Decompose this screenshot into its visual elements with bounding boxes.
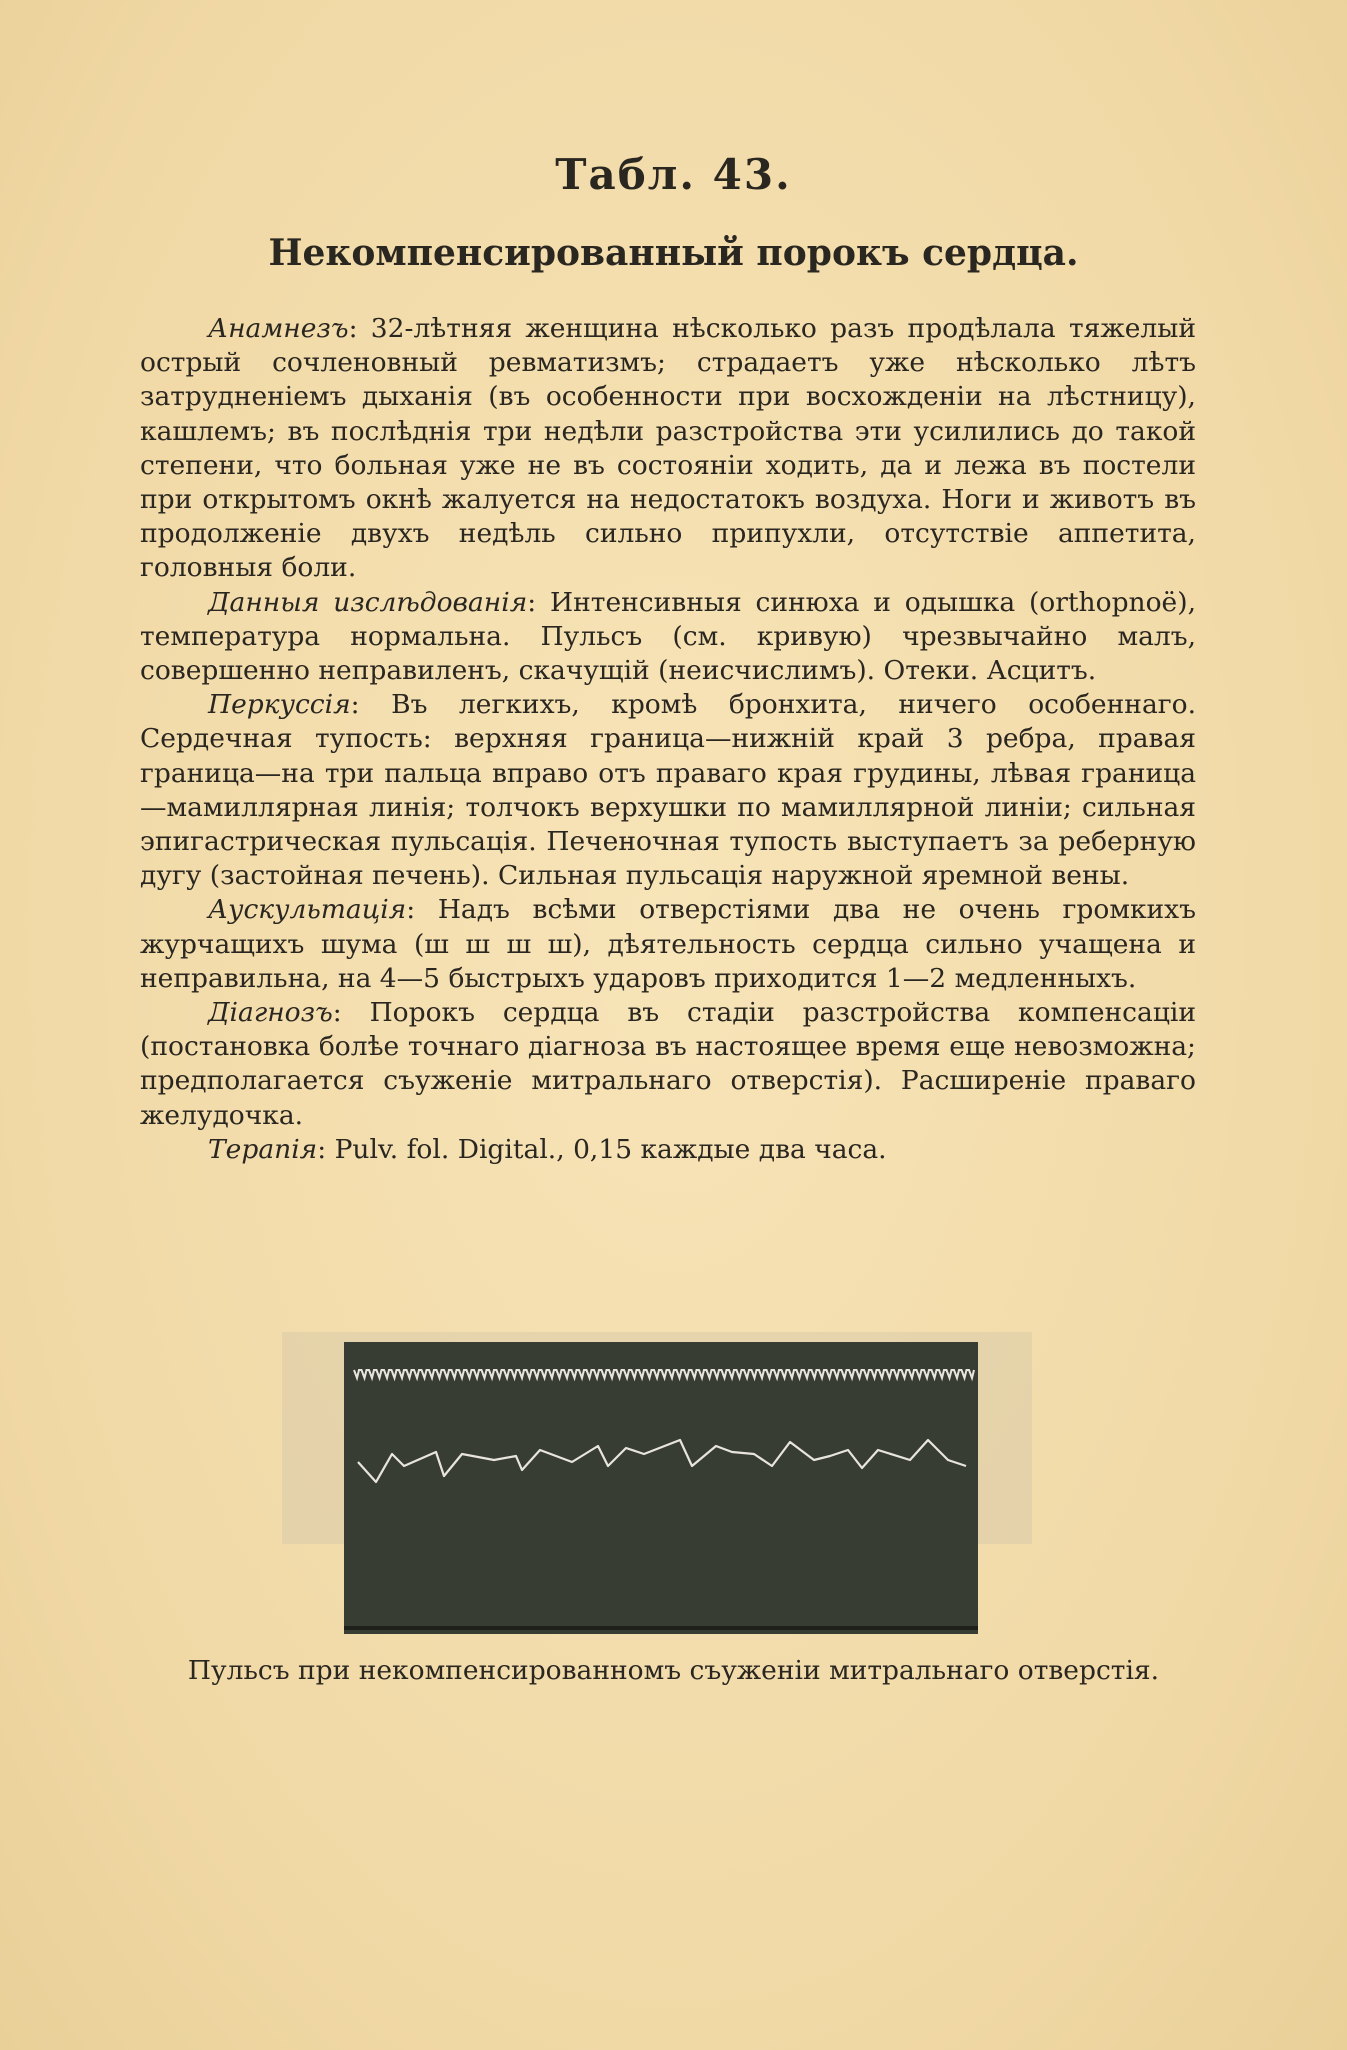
page-title: Некомпенсированный порокъ сердца.	[268, 232, 1079, 274]
section-text: Въ легкихъ, кромѣ бронхита, ничего особеннаго. Сердечная тупость: верхняя граница—нижній край 3 ребра, правая граница—на три пальца вправо отъ праваго края грудины, лѣвая граница—мамиллярная линія; толчокъ верхушки по мамиллярной линіи; сильная эпигастрическая пульсація. Печеночная тупость выступаетъ за реберную дугу (застойная печень). Сильная пульсація наружной яремной вены.	[140, 689, 1197, 892]
section-label: Аускультація	[208, 894, 407, 926]
section-text: Порокъ сердца въ стадіи разстройства компенсаціи (постановка болѣе точнаго діагноза въ настоящее время еще невозможна; предполагается съуженіе митральнаго отверстія). Расширеніе праваго желудочка.	[140, 997, 1196, 1131]
section-text: Надъ всѣми отверстіями два не очень громкихъ журчащихъ шума (ш ш ш ш), дѣятельность сердца сильно учащена и неправильна, на 4—5 быстрыхъ ударовъ приходится 1—2 медленныхъ.	[140, 894, 1196, 994]
section-text: Pulv. fol. Digital., 0,15 каждые два часа.	[334, 1133, 887, 1165]
section-therapy: Терапія: Pulv. fol. Digital., 0,15 каждые два часа.	[208, 1133, 887, 1165]
section-examination: Данныя изслѣдованія: Интенсивныя синюха и одышка (orthopnoë), температура нормальна. Пульсъ (см. кривую) чрезвычайно малъ, совершенно неправиленъ, скачущій (неисчислимъ). Отеки. Асцитъ.	[140, 586, 1196, 687]
section-anamnesis: Анамнезъ: 32-лѣтняя женщина нѣсколько разъ продѣлала тяжелый острый сочленовный ревматизмъ; страдаетъ уже нѣсколько лѣтъ затрудненіемъ дыханія (въ особенности при восхожденіи на лѣстницу), кашлемъ; въ послѣднія три недѣли разстройства эти усилились до такой степени, что больная уже не въ состояніи ходить, да и лежа въ постели при открытомъ окнѣ жалуется на недостатокъ воздуха. Ноги и животъ въ продолженіе двухъ недѣль сильно припухли, отсутствіе аппетита, головныя боли.	[140, 313, 1197, 584]
section-diagnosis: Діагнозъ: Порокъ сердца въ стадіи разстройства компенсаціи (постановка болѣе точнаго діагноза въ настоящее время еще невозможна; предполагается съуженіе митральнаго отверстія). Расширеніе праваго желудочка.	[140, 997, 1196, 1131]
section-auscultation: Аускультація: Надъ всѣми отверстіями два не очень громкихъ журчащихъ шума (ш ш ш ш), дѣятельность сердца сильно учащена и неправильна, на 4—5 быстрыхъ ударовъ приходится 1—2 медленныхъ.	[140, 894, 1196, 994]
case-description	[140, 312, 1196, 1167]
pulse-curve-trace	[358, 1440, 966, 1482]
section-label: Данныя изслѣдованія	[208, 586, 528, 618]
time-marker-trace	[354, 1370, 974, 1378]
section-label: Діагнозъ	[208, 997, 333, 1029]
table-number: Табл. 43.	[555, 150, 792, 199]
pulse-tracing-figure	[344, 1342, 978, 1634]
section-label: Анамнезъ	[208, 313, 349, 344]
section-text: Интенсивныя синюха и одышка (orthopnoë), температура нормальна. Пульсъ (см. кривую) чрезвычайно малъ, совершенно неправиленъ, скачущій (неисчислимъ). Отеки. Асцитъ.	[140, 586, 1196, 687]
section-text: 32-лѣтняя женщина нѣсколько разъ продѣлала тяжелый острый сочленовный ревматизмъ; страдаетъ уже нѣсколько лѣтъ затрудненіемъ дыханія (въ особенности при восхожденіи на лѣстницу), кашлемъ; въ послѣднія три недѣли разстройства эти усилились до такой степени, что больная уже не въ состояніи ходить, да и лежа въ постели при открытомъ окнѣ жалуется на недостатокъ воздуха. Ноги и животъ въ продолженіе двухъ недѣль сильно припухли, отсутствіе аппетита, головныя боли.	[140, 313, 1197, 584]
section-label: Перкуссія	[208, 689, 351, 721]
figure-caption: Пульсъ при некомпенсированномъ съуженіи митральнаго отверстія.	[187, 1655, 1160, 1686]
section-label: Терапія	[208, 1133, 318, 1165]
pulse-tracing-svg	[344, 1342, 978, 1634]
section-percussion: Перкуссія: Въ легкихъ, кромѣ бронхита, ничего особеннаго. Сердечная тупость: верхняя граница—нижній край 3 ребра, правая граница—на три пальца вправо отъ праваго края грудины, лѣвая граница—мамиллярная линія; толчокъ верхушки по мамиллярной линіи; сильная эпигастрическая пульсація. Печеночная тупость выступаетъ за реберную дугу (застойная печень). Сильная пульсація наружной яремной вены.	[140, 689, 1197, 892]
